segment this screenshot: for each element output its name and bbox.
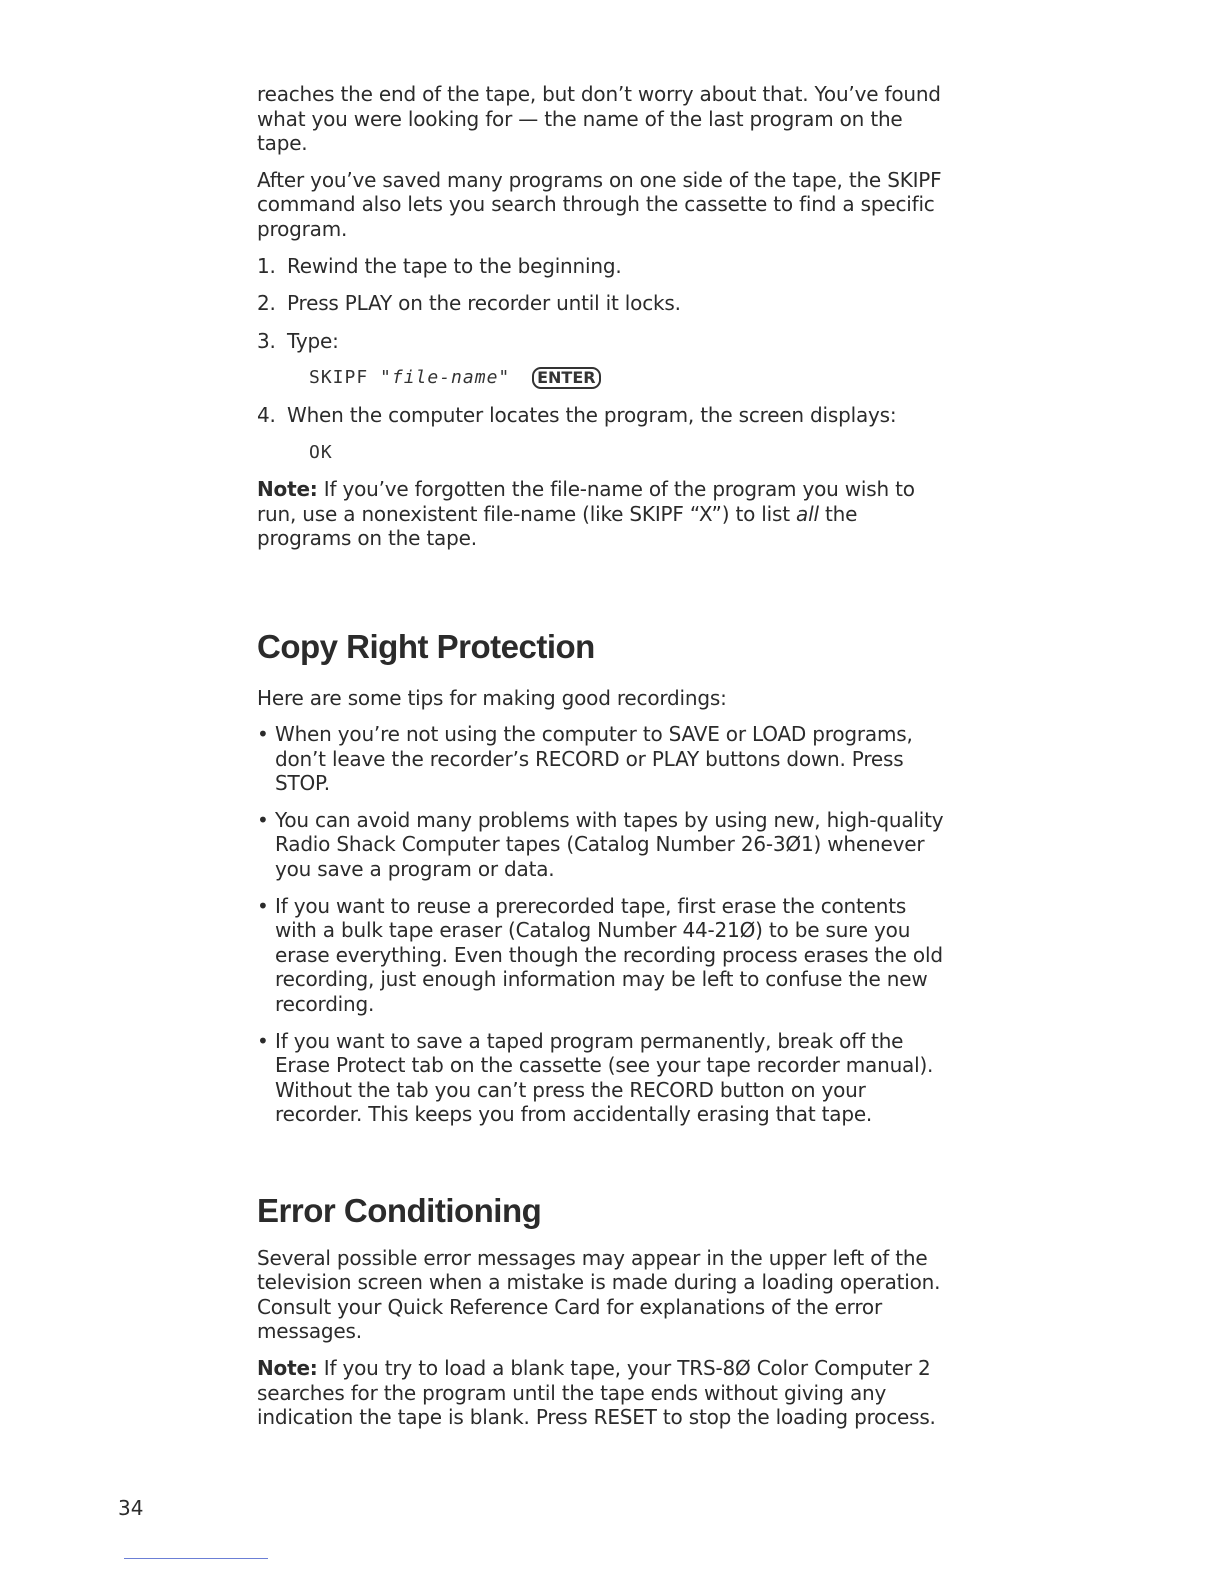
- tip-item: [257, 722, 947, 796]
- note-blank-tape: [257, 1356, 947, 1430]
- step-number: 3.: [257, 328, 276, 353]
- tip-text: If you want to reuse a prerecorded tape, first erase the contents with a bulk tape eraser (Catalog Number 44-21Ø) to be sure you erase everything. Even though the recording process erases the old recording, just enough information may be left to confuse the new recording.: [275, 893, 943, 1017]
- note-text-before: If you’ve forgotten the file-name of the program you wish to run, use a nonexistent file-name (like SKIPF “X”) to list: [257, 477, 915, 526]
- step-4: [257, 403, 947, 428]
- step-text: When the computer locates the program, the screen displays:: [287, 402, 897, 427]
- note-label: Note:: [257, 477, 318, 502]
- bullet-icon: •: [257, 893, 269, 918]
- bullet-icon: •: [257, 807, 269, 832]
- command-keyword: SKIPF: [309, 367, 369, 389]
- command-argument: "file-name": [380, 367, 511, 389]
- note-text-after: the programs on the tape.: [257, 501, 858, 551]
- step-2: [257, 291, 947, 316]
- section2-paragraph: Several possible error messages may appear in the upper left of the television screen when a mistake is made during a loading operation. Consult your Quick Reference Card for explanations of the error messages.: [257, 1245, 941, 1344]
- step-3: [257, 329, 947, 354]
- step-text: Rewind the tape to the beginning.: [287, 253, 622, 278]
- tip-item: [257, 1029, 947, 1127]
- intro-paragraph-1: reaches the end of the tape, but don’t worry about that. You’ve found what you were looking for — the name of the last program on the tape.: [257, 82, 941, 156]
- note-skipf: [257, 477, 947, 551]
- enter-key-icon: ENTER: [532, 367, 600, 389]
- page-number: 34: [118, 1496, 144, 1520]
- tip-text: If you want to save a taped program permanently, break off the Erase Protect tab on the cassette (see your tape recorder manual). Without the tab you can’t press the RECORD button on your recorder. This keeps you from accidentally erasing that tape.: [275, 1028, 934, 1127]
- footer-divider: [124, 1558, 268, 1559]
- tip-text: You can avoid many problems with tapes by using new, high-quality Radio Shack Computer tapes (Catalog Number 26-3Ø1) whenever you save a program or data.: [275, 807, 944, 882]
- tip-item: [257, 894, 947, 1017]
- note-label: Note:: [257, 1355, 318, 1380]
- tip-item: [257, 808, 947, 882]
- bullet-icon: •: [257, 1028, 269, 1053]
- section-title-error-conditioning: Error Conditioning: [257, 1192, 542, 1229]
- skipf-command: [309, 366, 947, 391]
- step-text: Type:: [287, 328, 339, 353]
- bullet-icon: •: [257, 722, 269, 747]
- step-text: Press PLAY on the recorder until it locks.: [287, 291, 681, 316]
- step-number: 2.: [257, 291, 276, 316]
- step-number: 1.: [257, 253, 276, 278]
- step-number: 4.: [257, 402, 276, 427]
- section-title-copy-protection: Copy Right Protection: [257, 627, 595, 665]
- page-content: [257, 82, 947, 1442]
- tip-text: When you’re not using the computer to SAVE or LOAD programs, don’t leave the recorder’s RECORD or PLAY buttons down. Press STOP.: [275, 722, 913, 796]
- screen-output: OK: [309, 441, 333, 463]
- intro-paragraph-2: After you’ve saved many programs on one side of the tape, the SKIPF command also lets you search through the cassette to find a specific program.: [257, 167, 942, 241]
- section1-intro: Here are some tips for making good recordings:: [257, 685, 727, 710]
- step-1: [257, 254, 947, 279]
- note-text: If you try to load a blank tape, your TRS-8Ø Color Computer 2 searches for the program until the tape ends without giving any indication the tape is blank. Press RESET to stop the loading process.: [257, 1355, 936, 1430]
- note-emphasis: all: [796, 501, 819, 526]
